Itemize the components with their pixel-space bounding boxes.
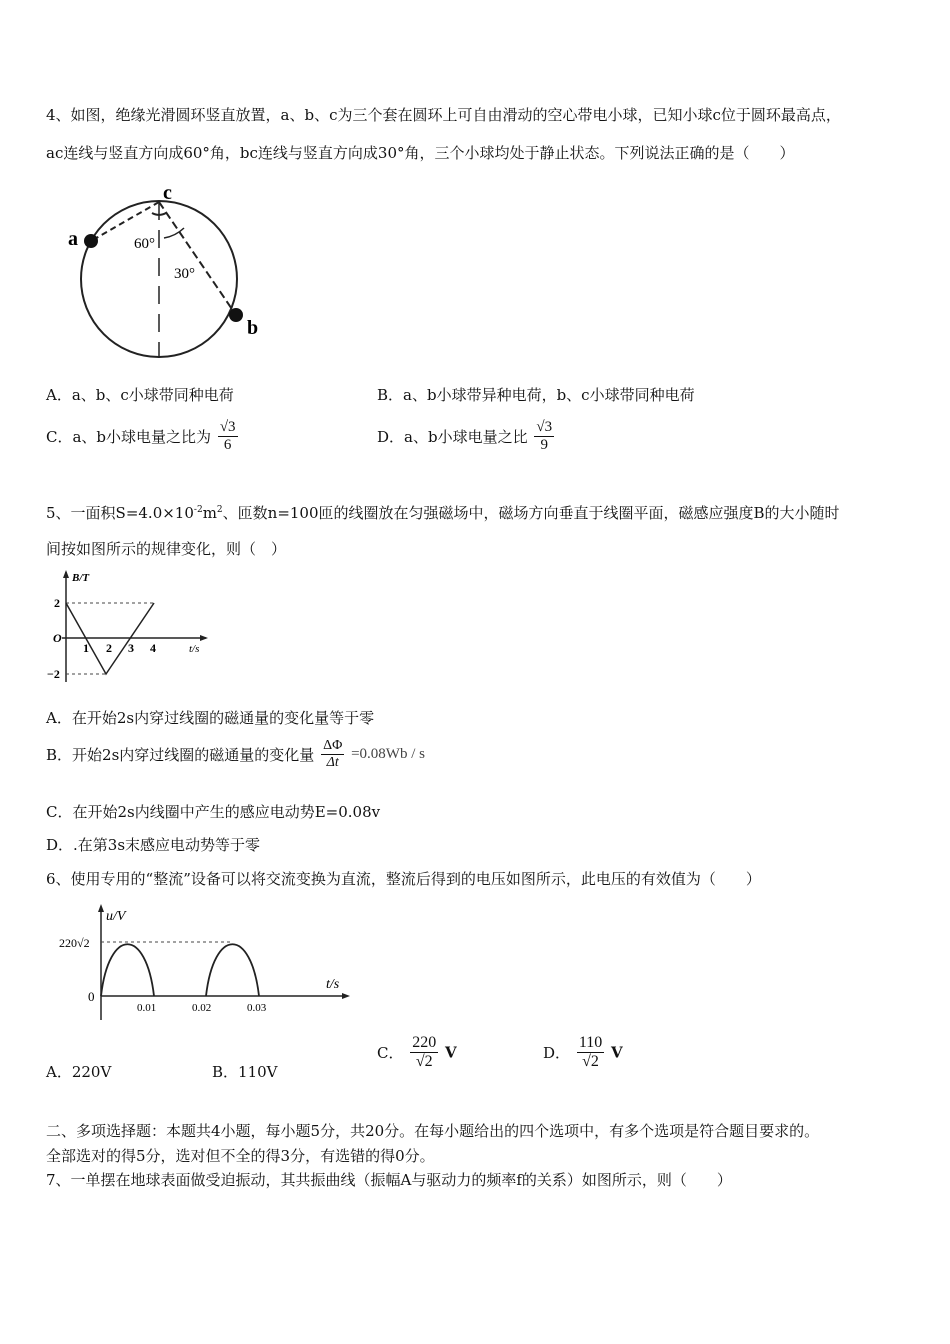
q6-uv-graph xyxy=(56,902,356,1022)
section2-line2: 全部选对的得5分，选对但不全的得3分，有选错的得0分。 xyxy=(46,1147,435,1165)
ring xyxy=(81,201,237,357)
ball-b xyxy=(229,308,243,322)
q4-option-c-denominator: 6 xyxy=(223,437,232,453)
q6-option-c-fraction xyxy=(410,1034,438,1071)
q6-option-d-unit: V xyxy=(611,1043,623,1062)
label-angle-60: 60° xyxy=(134,236,155,252)
y-axis-label: B/T xyxy=(72,572,90,584)
q6-option-d-denominator: √2 xyxy=(582,1053,599,1070)
label-angle-30: 30° xyxy=(174,266,195,282)
y-axis-arrow xyxy=(98,904,104,912)
y-axis-label: u/V xyxy=(106,909,126,924)
half-wave-1 xyxy=(101,944,154,996)
q5-option-a: A．在开始2s内穿过线圈的磁通量的变化量等于零 xyxy=(46,709,375,727)
q5-line1 xyxy=(46,502,840,523)
q5-line1-part-a: 5、一面积S=4.0×10 xyxy=(46,504,194,522)
label-c: c xyxy=(163,182,172,204)
origin-label: 0 xyxy=(88,989,95,1004)
peak-label: 220√2 xyxy=(59,936,90,950)
q5-option-b-denominator: Δt xyxy=(326,755,339,770)
label-a: a xyxy=(68,228,78,250)
q4-option-a: A．a、b、c小球带同种电荷 xyxy=(46,386,234,404)
label-b: b xyxy=(247,317,259,339)
x-tick-002: 0.02 xyxy=(192,1002,212,1014)
q6-option-d-fraction xyxy=(577,1034,604,1071)
q5-bt-graph xyxy=(44,568,219,686)
q6-option-c-label: C． xyxy=(377,1044,404,1062)
q6-option-c-denominator: √2 xyxy=(415,1053,433,1070)
x-tick-4: 4 xyxy=(150,641,156,655)
q4-option-d-fraction xyxy=(534,419,554,454)
q5-line1-sup2: 2 xyxy=(216,505,223,515)
q4-option-d xyxy=(377,419,556,454)
q7-line1: 7、一单摆在地球表面做受迫振动，其共振曲线（振幅A与驱动力的频率f的关系）如图所示，则（ ） xyxy=(46,1171,732,1189)
origin-label: O xyxy=(53,631,62,645)
q5-option-b-tail: =0.08Wb / s xyxy=(351,746,425,762)
q4-option-c-numerator: √3 xyxy=(219,419,236,435)
q5-option-b xyxy=(46,738,425,771)
q4-circle-figure xyxy=(62,182,282,367)
q4-option-c-text: C．a、b小球电量之比为 xyxy=(46,428,212,446)
q6-option-b: B．110V xyxy=(212,1063,278,1081)
q5-option-c: C．在开始2s内线圈中产生的感应电动势E=0.08v xyxy=(46,803,381,821)
x-tick-003: 0.03 xyxy=(247,1002,267,1014)
x-tick-3: 3 xyxy=(128,641,134,655)
x-axis-label: t/s xyxy=(189,643,200,655)
q4-option-d-denominator: 9 xyxy=(540,437,548,453)
q5-option-b-text: B．开始2s内穿过线圈的磁通量的变化量 xyxy=(46,746,315,764)
q5-option-b-fraction xyxy=(321,738,344,771)
q4-line2: ac连线与竖直方向成60°角，bc连线与竖直方向成30°角，三个小球均处于静止状态。下列说法正确的是（ ） xyxy=(46,144,795,162)
x-axis-arrow xyxy=(200,635,208,641)
q6-option-d-label: D． xyxy=(543,1044,571,1062)
q6-option-a: A．220V xyxy=(46,1063,112,1081)
q5-option-b-numerator: ΔΦ xyxy=(323,738,343,753)
q4-option-b: B．a、b小球带异种电荷，b、c小球带同种电荷 xyxy=(377,386,695,404)
x-tick-1: 1 xyxy=(83,641,89,655)
q4-option-c-fraction xyxy=(218,419,238,454)
section2-line1: 二、多项选择题：本题共4小题，每小题5分，共20分。在每小题给出的四个选项中，有多个选项是符合题目要求的。 xyxy=(46,1122,820,1140)
bc-line xyxy=(159,202,236,315)
q4-option-d-text: D．a、b小球电量之比 xyxy=(377,428,528,446)
q4-option-c xyxy=(46,419,240,454)
q5-option-d: D．.在第3s末感应电动势等于零 xyxy=(46,836,261,854)
q5-line2: 间按如图所示的规律变化，则（ ） xyxy=(46,540,287,558)
q6-line1: 6、使用专用的“整流”设备可以将交流变换为直流，整流后得到的电压如图所示，此电压的有效值为（ ） xyxy=(46,870,761,888)
q6-option-c-numerator: 220 xyxy=(412,1034,437,1051)
q5-line1-part-b: m xyxy=(202,504,217,522)
q6-option-c xyxy=(377,1034,457,1071)
ball-a xyxy=(84,234,98,248)
q6-option-d xyxy=(543,1034,623,1071)
q6-option-d-numerator: 110 xyxy=(578,1034,603,1051)
y-tick-2: 2 xyxy=(54,596,60,610)
x-tick-001: 0.01 xyxy=(137,1002,157,1014)
y-axis-arrow xyxy=(63,570,69,578)
y-tick-neg2: −2 xyxy=(47,667,60,681)
q4-line1: 4、如图，绝缘光滑圆环竖直放置，a、b、c为三个套在圆环上可自由滑动的空心带电小球，已知小球c位于圆环最高点， xyxy=(46,106,841,124)
x-axis-label: t/s xyxy=(326,977,340,992)
x-axis-arrow xyxy=(342,993,350,999)
half-wave-2 xyxy=(206,944,259,996)
q5-line1-part-c: 、匝数n=100匝的线圈放在匀强磁场中，磁场方向垂直于线圈平面，磁感应强度B的大小随时 xyxy=(222,504,840,522)
q5-line1-sup: -2 xyxy=(193,505,203,515)
q6-option-c-unit: V xyxy=(445,1043,457,1062)
q4-option-d-numerator: √3 xyxy=(536,419,553,435)
x-tick-2: 2 xyxy=(106,641,112,655)
